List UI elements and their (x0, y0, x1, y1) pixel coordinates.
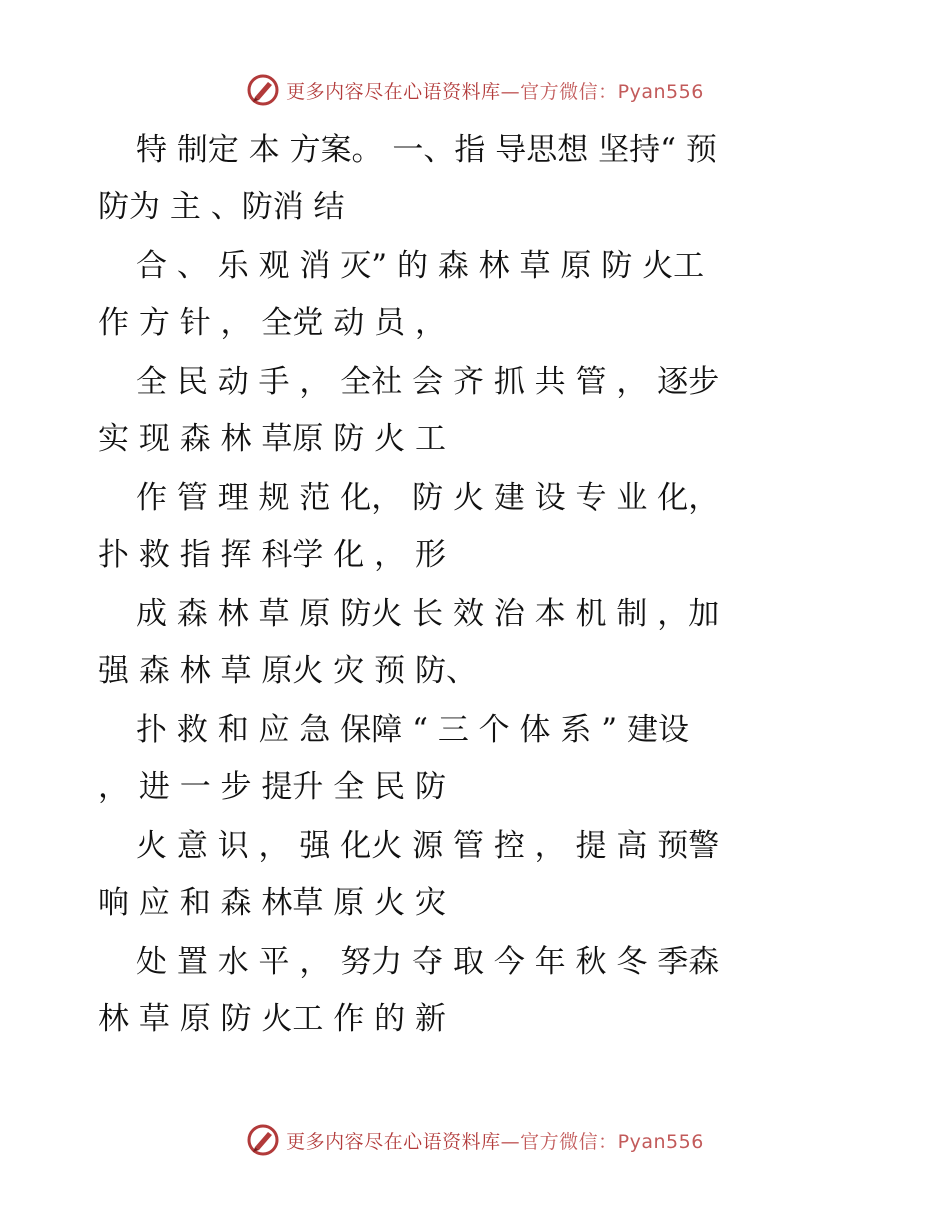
footer-watermark-text (286, 1127, 704, 1154)
body-line: 全 民 动 手 ， 全社 会 齐 抓 共 管 ， 逐步 (136, 364, 720, 400)
body-line: 实 现 森 林 草原 防 火 工 (98, 421, 446, 457)
body-line: 林 草 原 防 火工 作 的 新 (98, 1001, 446, 1037)
body-line: 特 制定 本 方案。 一、指 导思想 坚持“ 预 (136, 132, 717, 168)
body-line: 处 置 水 平 ， 努力 夺 取 今 年 秋 冬 季森 (136, 944, 720, 980)
body-line: 响 应 和 森 林草 原 火 灾 (98, 885, 446, 921)
footer-watermark-main: 更多内容尽在心语资料库 (286, 1130, 501, 1153)
body-line: 强 森 林 草 原火 灾 预 防、 (98, 653, 477, 689)
body-line: ， 进 一 步 提升 全 民 防 (98, 769, 446, 805)
footer-watermark (0, 1120, 950, 1160)
header-watermark-sub: —官方微信：Pyan556 (500, 80, 704, 103)
body-line: 火 意 识 ， 强 化火 源 管 控 ， 提 高 预警 (136, 828, 720, 864)
footer-watermark-sub: —官方微信：Pyan556 (500, 1130, 704, 1153)
body-line: 作 方 针 ， 全党 动 员 ， (98, 305, 446, 341)
body-line: 作 管 理 规 范 化， 防 火 建 设 专 业 化， (136, 480, 720, 516)
pen-logo-icon (246, 1123, 280, 1157)
body-line: 扑 救 和 应 急 保障 “ 三 个 体 系 ” 建设 (136, 712, 689, 748)
body-line: 成 森 林 草 原 防火 长 效 治 本 机 制 ，加 (136, 596, 720, 632)
header-watermark (0, 70, 950, 110)
body-line: 合 、 乐 观 消 灭” 的 森 林 草 原 防 火工 (136, 248, 705, 284)
body-line: 防为 主 、防消 结 (98, 189, 345, 225)
header-watermark-text (286, 77, 704, 104)
pen-logo-icon (246, 73, 280, 107)
body-line: 扑 救 指 挥 科学 化 ， 形 (98, 537, 446, 573)
header-watermark-main: 更多内容尽在心语资料库 (286, 80, 501, 103)
